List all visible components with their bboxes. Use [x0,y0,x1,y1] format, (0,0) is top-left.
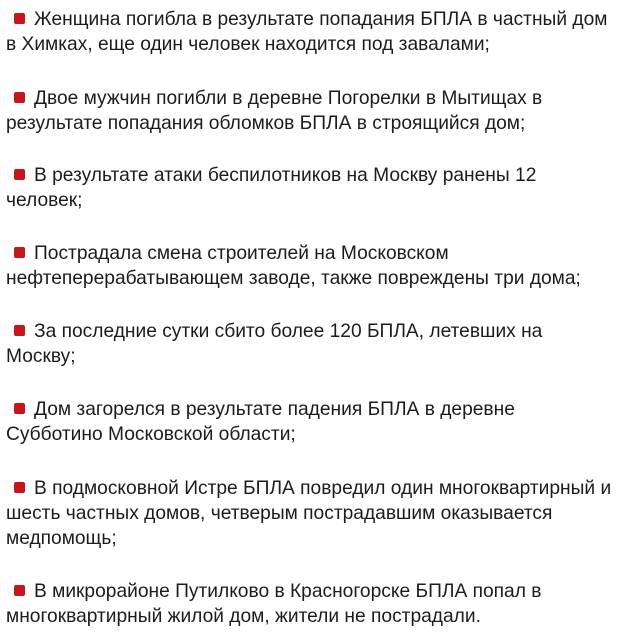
red-square-bullet-icon [14,482,25,493]
list-item [6,163,614,213]
red-square-bullet-icon [14,403,25,414]
list-item [6,241,614,291]
red-square-bullet-icon [14,585,25,596]
list-item [6,319,614,369]
list-item [6,86,614,136]
list-item [6,579,614,629]
red-square-bullet-icon [14,92,25,103]
list-item-text: В микрорайоне Путилково в Красногорске БПЛА попал в многоквартирный жилой дом, жители не пострадали. [6,581,542,627]
red-square-bullet-icon [14,325,25,336]
list-item-text: Двое мужчин погибли в деревне Погорелки в Мытищах в результате попадания обломков БПЛА в строящийся дом; [6,88,543,134]
red-square-bullet-icon [14,13,25,24]
list-item [6,476,614,551]
list-item [6,7,614,57]
list-item-text: Женщина погибла в результате попадания БПЛА в частный дом в Химках, еще один человек находится под завалами; [6,9,608,55]
list-item-text: Пострадала смена строителей на Московском нефтеперерабатывающем заводе, также повреждены три дома; [6,243,581,289]
list-item-text: В подмосковной Истре БПЛА повредил один многоквартирный и шесть частных домов, четверым пострадавшим оказывается медпомощь; [6,478,612,549]
list-item [6,397,614,447]
list-item-text: Дом загорелся в результате падения БПЛА в деревне Субботино Московской области; [6,399,515,445]
list-item-text: За последние сутки сбито более 120 БПЛА, летевших на Москву; [6,321,543,367]
list-item-text: В результате атаки беспилотников на Москву ранены 12 человек; [6,165,537,211]
red-square-bullet-icon [14,247,25,258]
red-square-bullet-icon [14,169,25,180]
